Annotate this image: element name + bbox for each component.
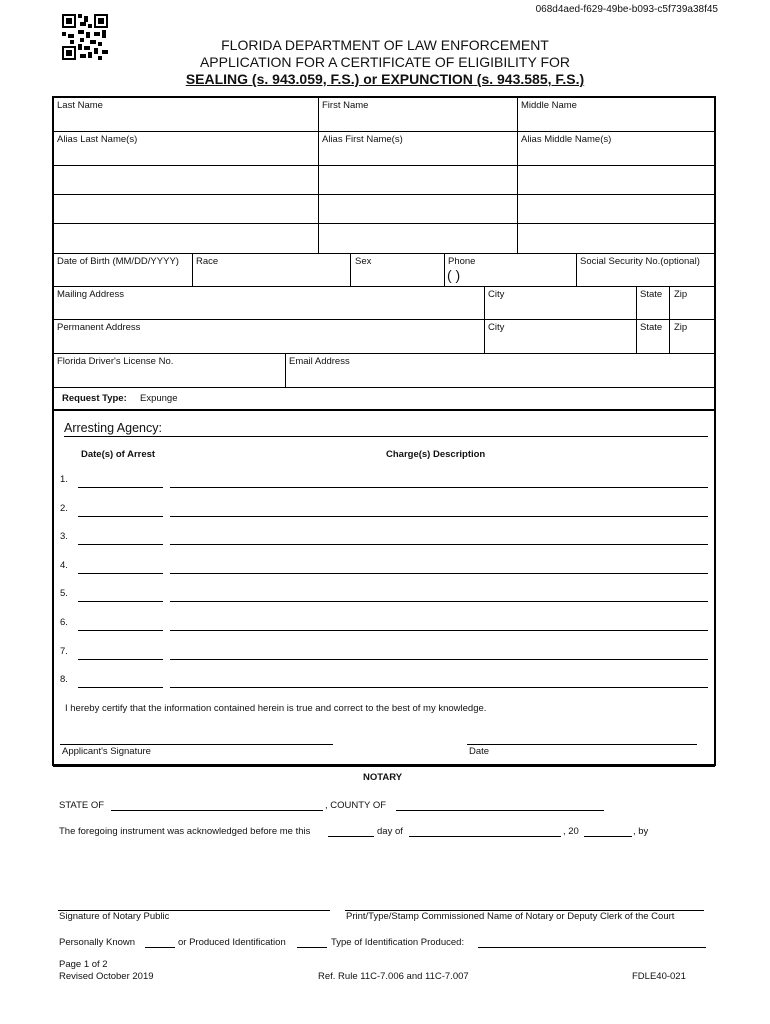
last-name-label: Last Name — [57, 100, 103, 111]
type-of-identification-line[interactable] — [478, 947, 706, 948]
first-name-label: First Name — [322, 100, 369, 111]
personally-known-label: Personally Known — [59, 937, 136, 948]
signature-date-label: Date — [469, 746, 490, 757]
arrest-row-number: 2. — [60, 502, 68, 514]
alias-middle-name-label: Alias Middle Name(s) — [521, 134, 612, 145]
charge-description-line[interactable] — [170, 487, 708, 488]
arrest-date-line[interactable] — [78, 573, 163, 574]
permanent-city-label: City — [488, 322, 505, 333]
charge-description-line[interactable] — [170, 544, 708, 545]
document-id: 068d4aed-f629-49be-b093-c5f739a38f45 — [535, 4, 718, 15]
phone-area-code: ( ) — [447, 267, 461, 283]
revised-date: Revised October 2019 — [59, 971, 154, 982]
produced-identification-label: or Produced Identification — [178, 937, 286, 948]
arresting-agency-label: Arresting Agency: — [64, 421, 162, 435]
state-of-label: STATE OF — [59, 800, 105, 811]
email-label: Email Address — [289, 356, 350, 367]
request-type-label: Request Type: — [62, 393, 127, 404]
month-line[interactable] — [409, 836, 561, 837]
mailing-zip-label: Zip — [674, 289, 688, 300]
sex-label: Sex — [355, 256, 372, 267]
mailing-state-label: State — [640, 289, 663, 300]
arrest-date-line[interactable] — [78, 544, 163, 545]
permanent-zip-label: Zip — [674, 322, 688, 333]
title-line-1: FLORIDA DEPARTMENT OF LAW ENFORCEMENT — [221, 37, 549, 53]
day-of-label: day of — [377, 826, 403, 837]
arrest-row-number: 6. — [60, 617, 68, 628]
middle-name-label: Middle Name — [521, 100, 577, 111]
page-number: Page 1 of 2 — [59, 959, 108, 970]
produced-identification-line[interactable] — [297, 947, 327, 948]
ssn-label: Social Security No.(optional) — [580, 256, 700, 267]
charge-description-line[interactable] — [170, 601, 708, 602]
alias-first-name-label: Alias First Name(s) — [322, 134, 403, 145]
charges-description-header: Charge(s) Description — [386, 449, 486, 460]
arrest-date-line[interactable] — [78, 487, 163, 488]
arrest-date-line[interactable] — [78, 516, 163, 517]
charge-description-line[interactable] — [170, 659, 708, 660]
type-of-identification-label: Type of Identification Produced: — [331, 937, 465, 948]
charge-description-line[interactable] — [170, 516, 708, 517]
notary-signature-label: Signature of Notary Public — [59, 911, 170, 922]
charge-description-line[interactable] — [170, 630, 708, 631]
year-prefix-label: , 20 — [563, 826, 579, 837]
state-of-line[interactable] — [111, 810, 323, 811]
date-signature-line[interactable] — [467, 744, 697, 745]
arrest-row-number: 7. — [60, 645, 68, 657]
county-of-line[interactable] — [396, 810, 604, 811]
arrest-row-number: 5. — [60, 588, 68, 600]
title-line-2: APPLICATION FOR A CERTIFICATE OF ELIGIBILITY FOR — [199, 54, 571, 70]
personally-known-line[interactable] — [145, 947, 175, 948]
notary-title: NOTARY — [363, 772, 403, 783]
form-number: FDLE40-021 — [632, 971, 686, 982]
arrest-row-number: 4. — [60, 559, 68, 571]
day-line[interactable] — [328, 836, 374, 837]
title-line-3: SEALING (s. 943.059, F.S.) or EXPUNCTION (s. 943.585, F.S.) — [185, 71, 585, 87]
certification-text: I hereby certify that the information contained herein is true and correct to the best of my knowledge. — [65, 703, 487, 714]
phone-label: Phone — [448, 256, 476, 267]
arrest-row-number: 3. — [60, 531, 68, 543]
arrest-row-number: 1. — [60, 474, 68, 485]
dates-of-arrest-header: Date(s) of Arrest — [81, 449, 156, 460]
race-label: Race — [196, 256, 219, 267]
year-line[interactable] — [584, 836, 632, 837]
arrest-date-line[interactable] — [78, 630, 163, 631]
permanent-address-label: Permanent Address — [57, 322, 141, 333]
mailing-address-label: Mailing Address — [57, 289, 125, 300]
permanent-state-label: State — [640, 322, 663, 333]
arrest-date-line[interactable] — [78, 659, 163, 660]
arrest-date-line[interactable] — [78, 601, 163, 602]
acknowledged-text: The foregoing instrument was acknowledged before me this — [59, 826, 311, 837]
applicant-signature-line[interactable] — [60, 744, 333, 745]
arrest-row-number: 8. — [60, 674, 68, 686]
charge-description-line[interactable] — [170, 573, 708, 574]
applicant-signature-label: Applicant's Signature — [62, 746, 151, 757]
request-type-value: Expunge — [140, 393, 178, 404]
license-label: Florida Driver's License No. — [57, 356, 174, 367]
rule-reference: Ref. Rule 11C-7.006 and 11C-7.007 — [318, 971, 469, 982]
charge-description-line[interactable] — [170, 687, 708, 688]
arrest-date-line[interactable] — [78, 687, 163, 688]
by-label: , by — [633, 826, 649, 837]
mailing-city-label: City — [488, 289, 505, 300]
notary-print-name-label: Print/Type/Stamp Commissioned Name of Notary or Deputy Clerk of the Court — [346, 911, 675, 922]
county-of-label: , COUNTY OF — [325, 800, 387, 811]
dob-label: Date of Birth (MM/DD/YYYY) — [57, 256, 179, 267]
alias-last-name-label: Alias Last Name(s) — [57, 134, 138, 145]
arresting-agency-line[interactable] — [64, 436, 708, 437]
